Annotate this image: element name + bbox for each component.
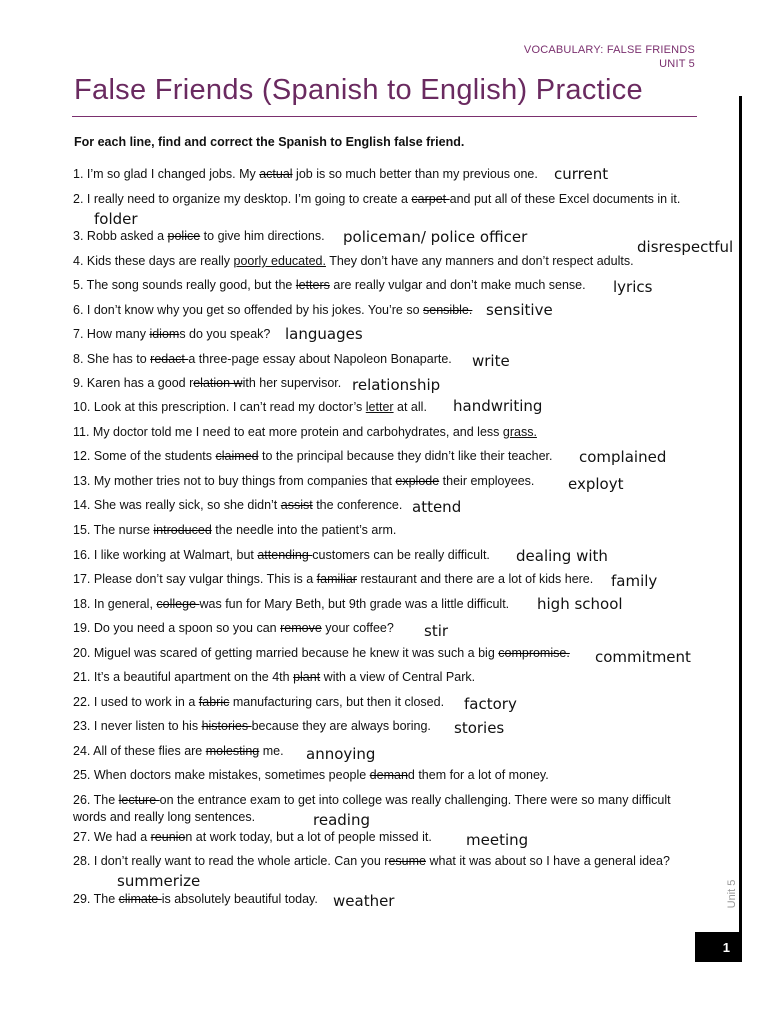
handwritten-answer: stir: [424, 622, 449, 640]
page-title: False Friends (Spanish to English) Practice: [74, 74, 643, 106]
exercise-item: 25. When doctors make mistakes, sometimes people demand them for a lot of money.: [73, 768, 549, 782]
exercise-item: 20. Miguel was scared of getting married because he knew it was such a big compromise.: [73, 646, 570, 660]
handwritten-answer: commitment: [595, 648, 691, 666]
exercise-item: 6. I don’t know why you get so offended by his jokes. You’re so sensible.: [73, 303, 473, 317]
right-margin-rule: [739, 96, 742, 958]
handwritten-answer: stories: [454, 719, 505, 737]
exercise-item: 17. Please don’t say vulgar things. This is a familiar restaurant and there are a lot of kids here.: [73, 572, 594, 586]
handwritten-answer: high school: [537, 595, 623, 613]
exercise-item: 22. I used to work in a fabric manufacturing cars, but then it closed.: [73, 695, 445, 709]
handwritten-answer: reading: [313, 811, 370, 829]
handwritten-answer: current: [554, 165, 609, 183]
header-line-1: VOCABULARY: FALSE FRIENDS: [523, 44, 695, 56]
handwritten-answer: meeting: [466, 831, 529, 849]
exercise-item: 21. It’s a beautiful apartment on the 4th plant with a view of Central Park.: [73, 670, 476, 684]
title-divider: [72, 116, 697, 117]
handwritten-answer: disrespectful: [637, 238, 734, 256]
header-tag: [524, 43, 695, 71]
exercise-item: 14. She was really sick, so she didn’t assist the conference.: [73, 498, 403, 512]
exercise-item: 27. We had a reunion at work today, but a lot of people missed it.: [73, 830, 432, 844]
exercise-item: 10. Look at this prescription. I can’t read my doctor’s letter at all.: [73, 400, 427, 414]
handwritten-answer: relationship: [352, 376, 441, 394]
handwritten-answer: write: [472, 352, 510, 370]
exercise-item: 19. Do you need a spoon so you can remove your coffee?: [73, 621, 394, 635]
handwritten-answer: lyrics: [613, 278, 653, 296]
exercise-item: 5. The song sounds really good, but the letters are really vulgar and don’t make much sense.: [73, 278, 586, 292]
exercise-item: 12. Some of the students claimed to the principal because they didn’t like their teacher.: [73, 449, 553, 463]
handwritten-answer: annoying: [306, 745, 376, 763]
handwritten-answer: folder: [94, 210, 138, 228]
exercise-item: 29. The climate is absolutely beautiful today.: [73, 892, 318, 906]
handwritten-answer: sensitive: [486, 301, 553, 319]
instructions: For each line, find and correct the Spanish to English false friend.: [74, 135, 465, 149]
exercise-item: 3. Robb asked a police to give him directions.: [73, 229, 325, 243]
handwritten-answer: languages: [285, 325, 363, 343]
handwritten-answer: attend: [412, 498, 462, 516]
exercise-item: 11. My doctor told me I need to eat more protein and carbohydrates, and less grass.: [73, 425, 537, 439]
handwritten-answer: summerize: [117, 872, 201, 890]
handwritten-answer: policeman/ police officer: [343, 228, 528, 246]
handwritten-answer: complained: [579, 448, 667, 466]
exercise-item: 1. I’m so glad I changed jobs. My actual job is so much better than my previous one.: [73, 167, 538, 181]
exercise-item: 18. In general, college was fun for Mary Beth, but 9th grade was a little difficult.: [73, 597, 510, 611]
exercise-item: 16. I like working at Walmart, but attending customers can be really difficult.: [73, 548, 490, 562]
unit-side-label: Unit 5: [726, 879, 738, 909]
exercise-item: 2. I really need to organize my desktop. I’m going to create a carpet and put all of these Excel documents in it.: [73, 192, 681, 206]
exercise-item: 7. How many idioms do you speak?: [73, 327, 271, 341]
handwritten-answer: handwriting: [453, 397, 543, 415]
header-line-2: UNIT 5: [659, 58, 695, 70]
exercise-item: 26. The lecture on the entrance exam to get into college was really challenging. There were so many difficult words and really long sentences.: [73, 793, 671, 824]
page-number: 1: [695, 932, 742, 962]
exercise-item: 15. The nurse introduced the needle into the patient’s arm.: [73, 523, 397, 537]
handwritten-answer: exployt: [568, 475, 624, 493]
exercise-item: 4. Kids these days are really poorly educated. They don’t have any manners and don’t respect adults.: [73, 254, 634, 268]
exercise-item: 9. Karen has a good relation with her supervisor.: [73, 376, 342, 390]
exercise-item: 24. All of these flies are molesting me.: [73, 744, 284, 758]
exercise-item: 23. I never listen to his histories because they are always boring.: [73, 719, 431, 733]
handwritten-answer: dealing with: [516, 547, 608, 565]
handwritten-answer: weather: [333, 892, 395, 910]
exercise-item: 28. I don’t really want to read the whole article. Can you resume what it was about so I have a general idea?: [73, 854, 670, 868]
exercise-item: 13. My mother tries not to buy things from companies that explode their employees.: [73, 474, 535, 488]
exercise-item: 8. She has to redact a three-page essay about Napoleon Bonaparte.: [73, 352, 452, 366]
handwritten-answer: family: [611, 572, 658, 590]
handwritten-answer: factory: [464, 695, 517, 713]
